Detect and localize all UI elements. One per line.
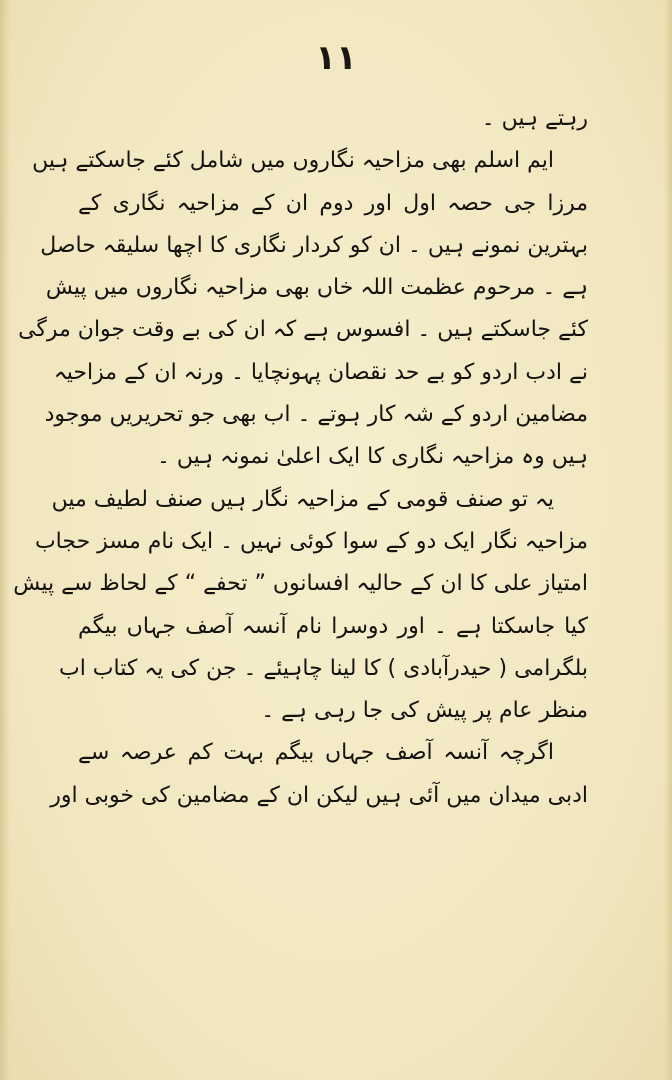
- text-line: نے ادب اردو کو بے حد نقصان پہونچایا ۔ ورنہ ان کے مزاحیہ: [53, 359, 588, 385]
- text-line: یہ تو صنف قومی کے مزاحیہ نگار ہیں صنف لطیف میں: [51, 486, 554, 512]
- text-line: بلگرامی ( حیدرآبادی ) کا لینا چاہیئے ۔ جن کی یہ کتاب اب: [58, 655, 588, 681]
- text-line: مزاحیہ نگار ایک دو کے سوا کوئی نہیں ۔ ایک نام مسز حجاب: [34, 528, 588, 554]
- text-line: رہتے ہیں ۔: [481, 106, 588, 131]
- page-edge-shadow-left: [0, 0, 10, 1080]
- text-line: ہے ۔ مرحوم عظمت اللہ خاں بھی مزاحیہ نگاروں میں پیش: [45, 275, 588, 301]
- text-line: کیا جاسکتا ہے ۔ اور دوسرا نام آنسہ آصف جہاں بیگم: [78, 613, 588, 639]
- page-number: ۱۱: [315, 38, 357, 78]
- text-line: کئے جاسکتے ہیں ۔ افسوس ہے کہ ان کی بے وقت جوان مرگی: [18, 317, 588, 343]
- text-line: اگرچہ آنسہ آصف جہاں بیگم بہت کم عرصہ سے: [78, 740, 554, 766]
- page-edge-shadow-right: [664, 0, 672, 1080]
- text-line: مضامین اردو کے شہ کار ہوتے ۔ اب بھی جو تحریریں موجود: [44, 402, 588, 428]
- text-line: منظر عام پر پیش کی جا رہی ہے ۔: [261, 698, 588, 724]
- text-line: ہیں وہ مزاحیہ نگاری کا ایک اعلیٰ نمونہ ہیں ۔: [156, 444, 588, 470]
- text-line: امتیاز علی کا ان کے حالیہ افسانوں ” تحفے “ کے لحاظ سے پیش: [13, 571, 588, 597]
- text-line: بہترین نمونے ہیں ۔ ان کو کردار نگاری کا اچھا سلیقہ حاصل: [40, 232, 588, 258]
- text-line: ایم اسلم بھی مزاحیہ نگاروں میں شامل کئے جاسکتے ہیں: [32, 148, 554, 174]
- text-line: ادبی میدان میں آئی ہیں لیکن ان کے مضامین کی خوبی اور: [50, 782, 588, 808]
- body-text: [13, 98, 588, 817]
- text-line: مرزا جی حصہ اول اور دوم ان کے مزاحیہ نگاری کے: [78, 190, 588, 216]
